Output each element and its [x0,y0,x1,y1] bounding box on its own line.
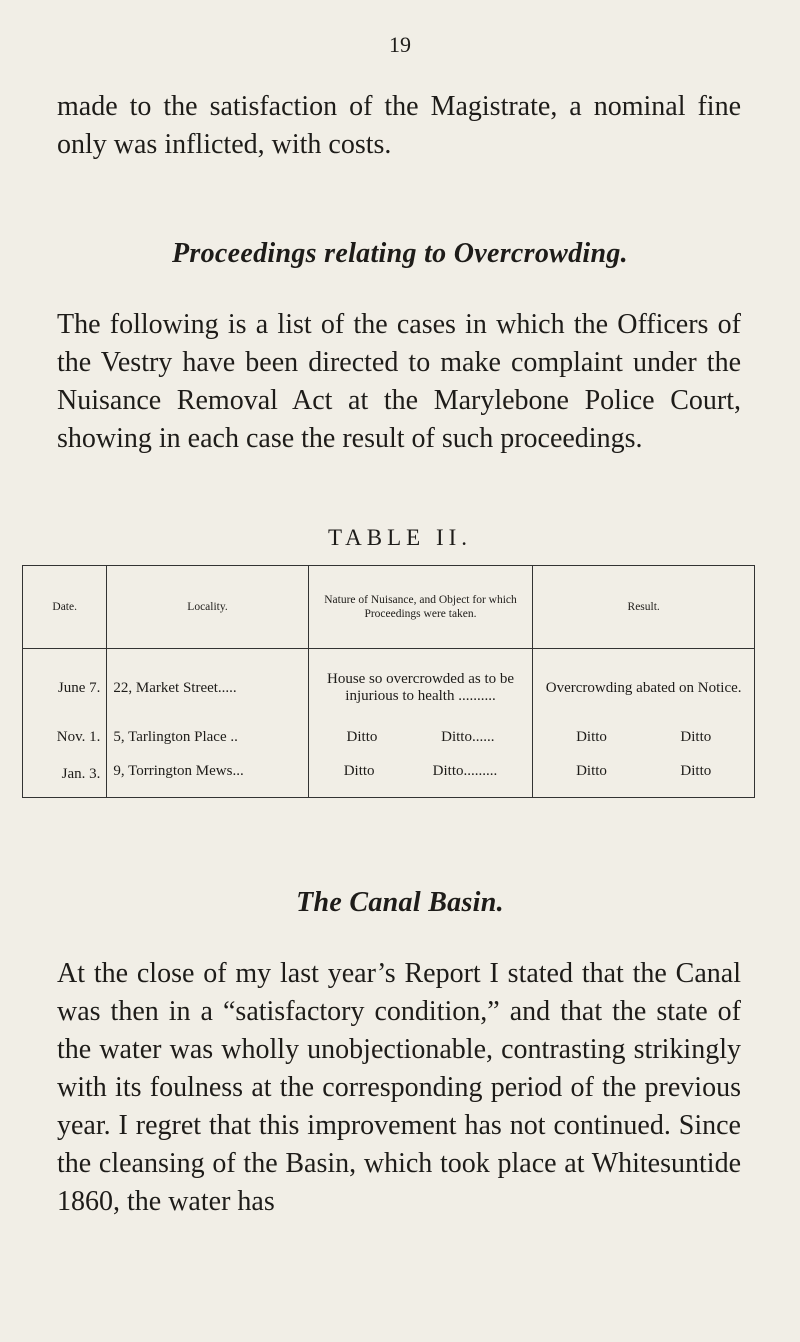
header-nature: Nature of Nuisance, and Object for which Proceedings were taken. [308,566,533,649]
section-heading-overcrowding: Proceedings relating to Overcrowding. [172,238,628,269]
header-date: Date. [23,566,107,649]
section-heading-canal-basin: The Canal Basin. [296,887,504,918]
row-result-text: Overcrowding abated on Notice. [545,679,742,696]
row-nature [308,719,533,756]
row-nature [308,756,533,798]
row-date: June 7. [23,649,107,720]
ditto-left: Ditto [576,729,607,745]
header-locality: Locality. [107,566,308,649]
page-number: 19 [389,32,411,57]
row-result [533,719,755,756]
intro-paragraph: made to the satisfaction of the Magistrate, a nominal fine only was inflicted, with costs. [57,91,741,160]
row-date: Nov. 1. [23,719,107,756]
row-result [533,649,755,720]
table-header-row [23,566,755,649]
ditto-left: Ditto [576,763,607,779]
ditto-right: Ditto [680,763,712,779]
ditto-left: Ditto [343,763,375,779]
table-row [23,756,755,798]
canal-basin-paragraph: At the close of my last year’s Report I stated that the Canal was then in a “satisfactory condition,” and that the state of the water was wholly unobjectionable, contrasting strikingly with its foulness at the corresponding period of the previous year. I regret that this improvement has not continued. Since the cleansing of the Basin, which took place at Whitesuntide 1860, the water has [57,958,741,1217]
row-result [533,756,755,798]
table-row [23,649,755,720]
header-result: Result. [533,566,755,649]
ditto-right: Ditto......... [432,763,498,779]
row-nature [308,649,533,720]
row-locality: 22, Market Street..... [107,649,308,720]
ditto-right: Ditto...... [441,729,495,745]
row-locality: 5, Tarlington Place .. [107,719,308,756]
ditto-right: Ditto [680,729,712,745]
overcrowding-table [22,565,755,798]
overcrowding-paragraph: The following is a list of the cases in which the Officers of the Vestry have been directed to make complaint under the Nuisance Removal Act at the Marylebone Police Court, showing in each case the result of such proceedings. [57,309,741,454]
row-nature-text: House so overcrowded as to be injurious to health .......... [326,671,515,704]
row-locality: 9, Torrington Mews... [107,756,308,798]
ditto-left: Ditto [346,729,378,745]
row-date: Jan. 3. [23,756,107,798]
table-row [23,719,755,756]
table-title: TABLE II. [327,525,473,550]
